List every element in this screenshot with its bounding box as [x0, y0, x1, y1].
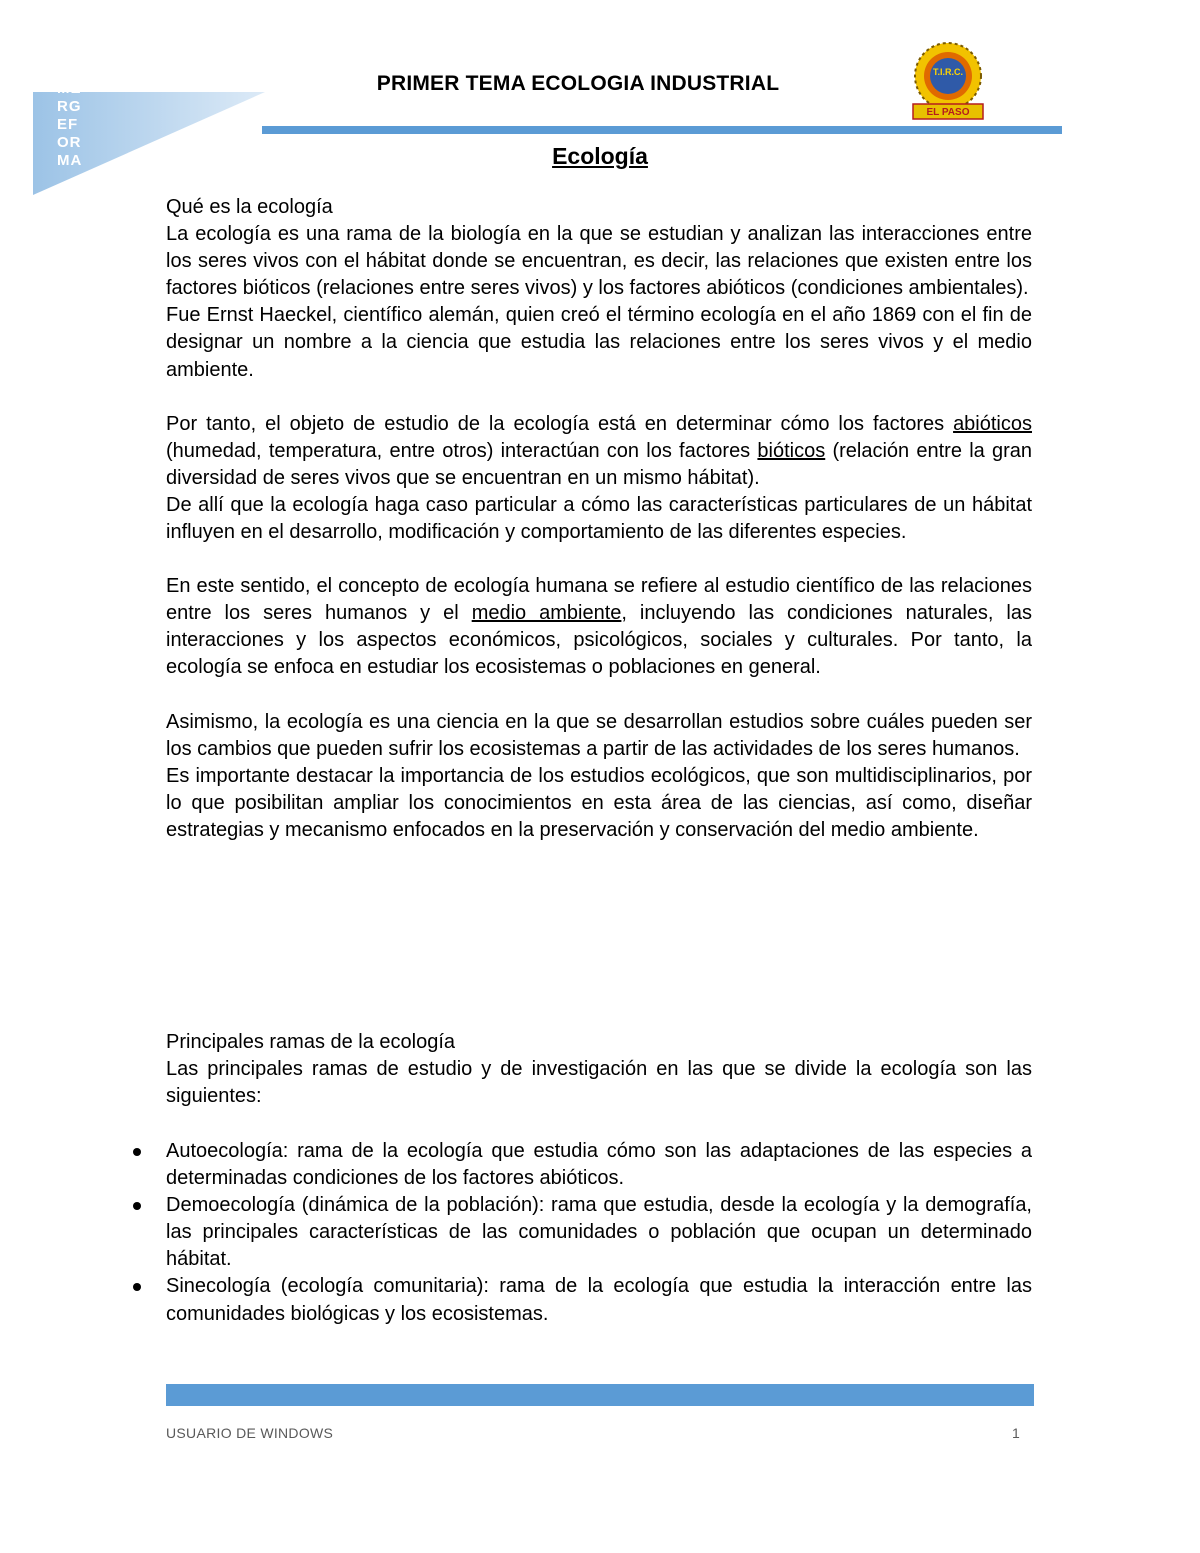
- paragraph-objeto-part-a: Por tanto, el objeto de estudio de la ecología está en determinar cómo los factores: [166, 412, 954, 435]
- intro-heading: Qué es la ecología: [166, 196, 333, 218]
- branch-text: Autoecología: rama de la ecología que estudia cómo son las adaptaciones de las especies a determinadas condiciones de los factores abióticos.: [166, 1140, 1032, 1190]
- branches-list: [166, 1138, 1032, 1328]
- logo-top-text: T.I.R.C.: [932, 67, 964, 77]
- paragraph-ecologia-humana: [166, 573, 1032, 681]
- page-number: 1: [1012, 1425, 1020, 1441]
- branch-text: Sinecología (ecología comunitaria): rama de la ecología que estudia la interacción entre las comunidades biológicas y los ecosistemas.: [166, 1275, 1032, 1325]
- paragraph-importancia: Es importante destacar la importancia de los estudios ecológicos, que son multidisciplinarios, por lo que posibilitan ampliar los conocimientos en esta área de las ciencias, así como, diseñar estrategias y mecanismo enfocados en la preservación y conservación del medio ambiente.: [166, 764, 1032, 841]
- list-item: [166, 1273, 1032, 1327]
- footer-author: USUARIO DE WINDOWS: [166, 1425, 334, 1441]
- branch-text: Demoecología (dinámica de la población): rama que estudia, desde la ecología y la demografía, las principales características de las comunidades o población que ocupan un determinado hábitat.: [166, 1194, 1032, 1271]
- document-title: Ecología: [552, 143, 648, 169]
- abioticos-link[interactable]: abióticos: [953, 412, 1032, 435]
- paragraph-habitat: De allí que la ecología haga caso particular a cómo las características particulares de un hábitat influyen en el desarrollo, modificación y comportamiento de las diferentes especies.: [166, 493, 1032, 544]
- branches-intro: Las principales ramas de estudio y de investigación en las que se divide la ecología son las siguientes:: [166, 1058, 1032, 1108]
- logo-banner-text: EL PASO: [926, 107, 970, 118]
- paragraph-objeto-part-c: (relación entre la gran diversidad de seres vivos que se encuentran en un mismo hábitat).: [166, 439, 1033, 489]
- paragraph-ecologia-humana-part-b: , incluyendo las condiciones naturales, las interacciones y los aspectos económicos, psicológicos, sociales y culturales. Por tanto, la ecología se enfoca en estudiar los ecosistemas o poblaciones en general.: [166, 602, 1032, 679]
- header-rule: [262, 126, 1062, 134]
- corner-letter: MA: [57, 152, 83, 169]
- bullet-icon: [133, 1202, 141, 1210]
- corner-letter: EF: [57, 116, 79, 133]
- bullet-icon: [133, 1148, 141, 1156]
- paragraph-objeto-part-b: (humedad, temperatura, entre otros) interactúan con los factores: [166, 439, 758, 462]
- medio-ambiente-link[interactable]: medio ambiente: [471, 602, 622, 625]
- bullet-icon: [133, 1283, 141, 1291]
- list-item: [166, 1192, 1032, 1273]
- corner-letter: RG: [57, 98, 82, 115]
- paragraph-cambios: Asimismo, la ecología es una ciencia en la que se desarrollan estudios sobre cuáles pueden ser los cambios que pueden sufrir los ecosistemas a partir de las actividades de los seres humanos.: [166, 710, 1032, 760]
- paragraph-haeckel: Fue Ernst Haeckel, científico alemán, quien creó el término ecología en el año 1869 con el fin de designar un nombre a la ciencia que estudia las relaciones entre los seres vivos y el medio ambiente.: [166, 304, 1032, 381]
- corner-letter: ME: [57, 80, 82, 97]
- paragraph-definition: La ecología es una rama de la biología en la que se estudian y analizan las interacciones entre los seres vivos con el hábitat donde se encuentran, es decir, las relaciones que existen entre los factores bióticos (relaciones entre seres vivos) y los factores abióticos (condiciones ambientales).: [166, 223, 1032, 300]
- branches-heading: Principales ramas de la ecología: [166, 1031, 456, 1053]
- paragraph-ecologia-humana-part-a: En este sentido, el concepto de ecología humana se refiere al estudio científico de las relaciones entre los seres humanos y el: [166, 575, 1032, 625]
- paragraph-gap: [166, 682, 1032, 709]
- paragraph-objeto: [166, 411, 1032, 492]
- paragraph-gap: [166, 546, 1032, 573]
- footer-bar: [166, 1384, 1034, 1406]
- school-logo: [907, 40, 989, 122]
- document-body: [166, 194, 1032, 844]
- header-title: PRIMER TEMA ECOLOGIA INDUSTRIAL: [376, 72, 780, 95]
- corner-letter: OR: [57, 134, 82, 151]
- list-item: [166, 1138, 1032, 1192]
- branches-section: [166, 1029, 1032, 1110]
- bioticos-link[interactable]: bióticos: [757, 439, 826, 462]
- paragraph-gap: [166, 384, 1032, 411]
